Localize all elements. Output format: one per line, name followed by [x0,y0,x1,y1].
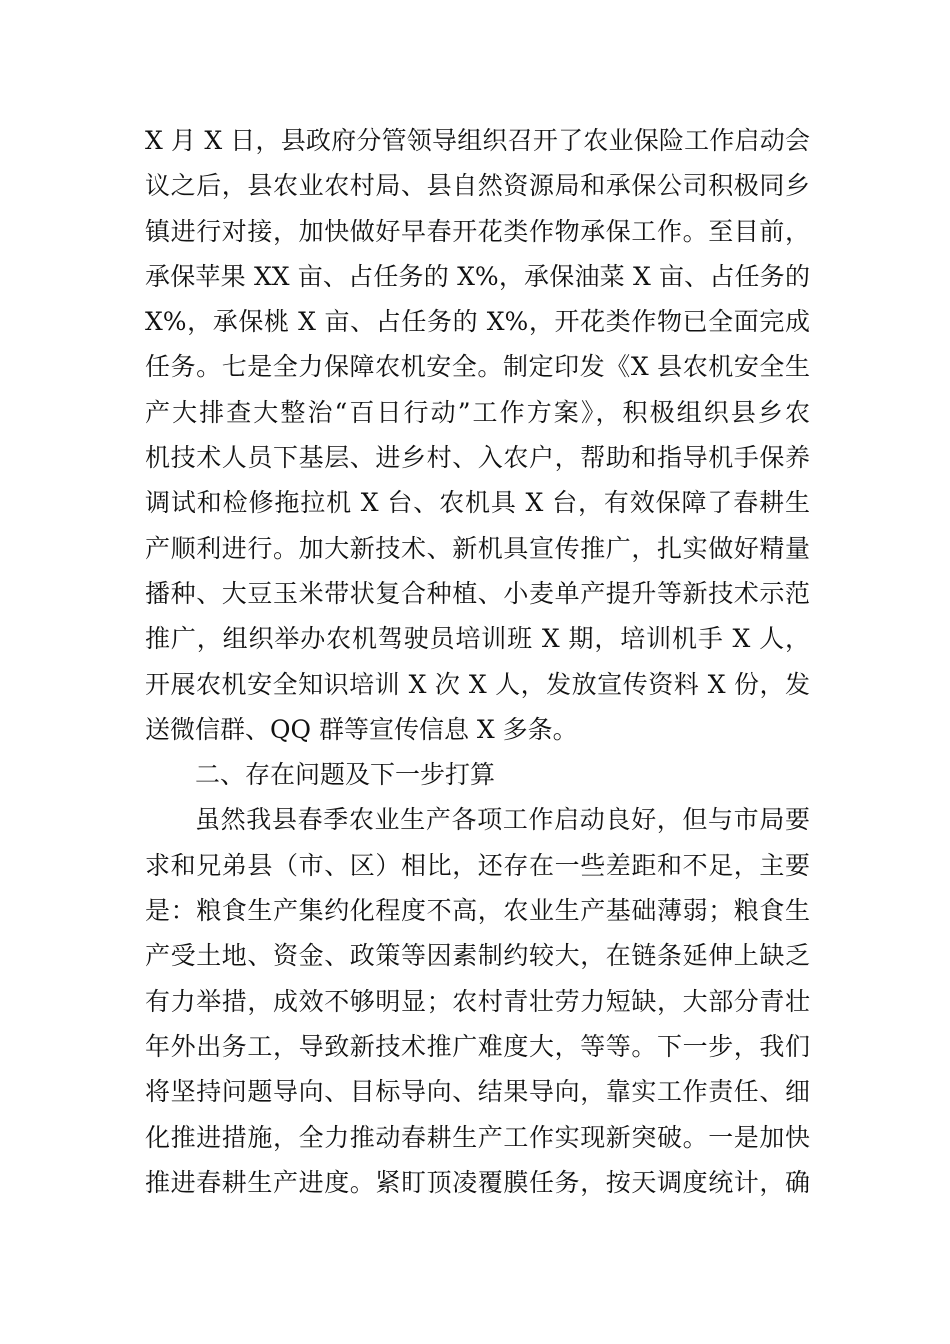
paragraph-agri-insurance-machinery [145,118,810,752]
text-line: 播种、大豆玉米带状复合种植、小麦单产提升等新技术示范 [145,578,810,608]
text-line: 机技术人员下基层、进乡村、入农户，帮助和指导机手保养 [145,443,810,473]
text-line: 产大排查大整治“百日行动”工作方案》，积极组织县乡农 [145,397,810,427]
section-heading: 二、存在问题及下一步打算 [195,760,496,790]
text-line: 推广，组织举办农机驾驶员培训班 X 期，培训机手 X 人， [145,624,810,654]
text-line: 开展农机安全知识培训 X 次 X 人，发放宣传资料 X 份，发 [145,669,810,699]
text-line: 议之后，县农业农村局、县自然资源局和承保公司积极同乡 [145,171,810,201]
text-line: 推进春耕生产进度。紧盯顶凌覆膜任务，按天调度统计，确 [145,1167,810,1197]
text-line: 化推进措施，全力推动春耕生产工作实现新突破。一是加快 [145,1122,810,1152]
text-line: 将坚持问题导向、目标导向、结果导向，靠实工作责任、细 [145,1077,810,1107]
text-line: X%，承保桃 X 亩、占任务的 X%，开花类作物已全面完成 [145,307,810,337]
text-line: 有力举措，成效不够明显；农村青壮劳力短缺，大部分青壮 [145,986,810,1016]
text-line: 承保苹果 XX 亩、占任务的 X%，承保油菜 X 亩、占任务的 [145,261,810,291]
text-line: X 月 X 日，县政府分管领导组织召开了农业保险工作启动会 [145,126,810,155]
text-line: 虽然我县春季农业生产各项工作启动良好，但与市局要 [195,805,810,835]
text-line: 是：粮食生产集约化程度不高，农业生产基础薄弱；粮食生 [145,896,810,926]
document-body [145,118,810,1205]
text-line: 调试和检修拖拉机 X 台、农机具 X 台，有效保障了春耕生 [145,488,810,518]
text-line: 镇进行对接，加快做好早春开花类作物承保工作。至目前， [145,216,810,246]
text-line: 送微信群、QQ 群等宣传信息 X 多条。 [145,714,578,744]
text-line: 任务。七是全力保障农机安全。制定印发《X 县农机安全生 [145,352,810,382]
text-line: 产受土地、资金、政策等因素制约较大，在链条延伸上缺乏 [145,941,810,971]
text-line: 年外出务工，导致新技术推广难度大，等等。下一步，我们 [145,1031,810,1061]
paragraph-problems-next-steps [145,797,810,1205]
text-line: 产顺利进行。加大新技术、新机具宣传推广，扎实做好精量 [145,533,810,563]
text-line: 求和兄弟县（市、区）相比，还存在一些差距和不足，主要 [145,850,810,880]
